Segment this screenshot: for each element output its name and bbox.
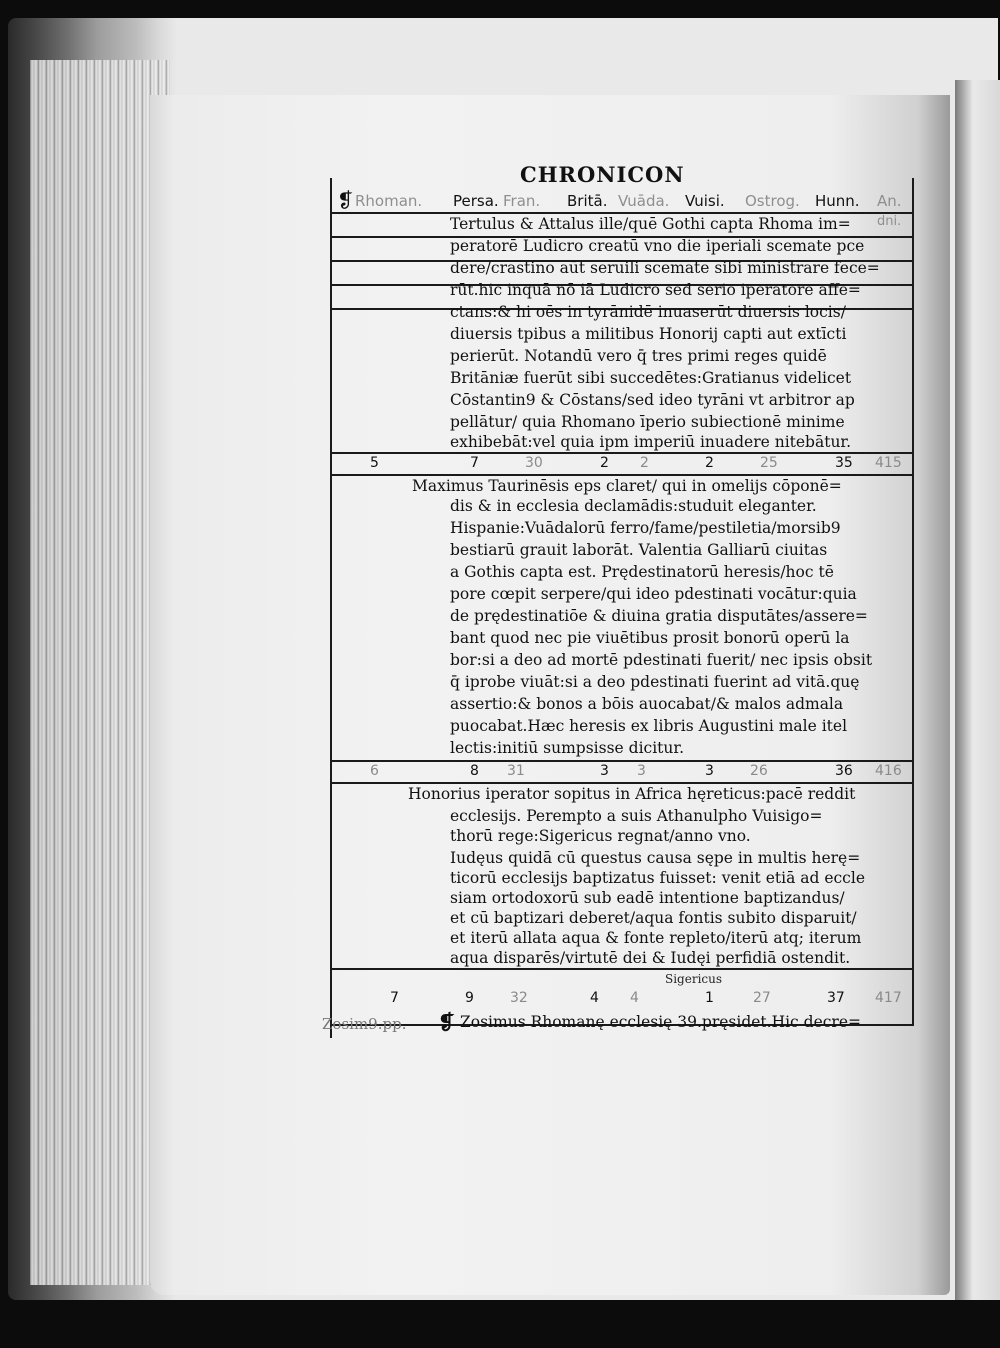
num-ostrog: 26 [750, 763, 768, 779]
text-line: Honorius iperator sopitus in Africa hęreticus:pacē reddit [408, 785, 856, 803]
text-line: Britāniæ fuerūt sibi succedētes:Gratianus videlicet [450, 369, 852, 387]
num-ostrog: 27 [753, 990, 771, 1006]
num-year: 416 [875, 763, 902, 779]
text-line: dere/crastino aūt seruili scemate sibi ministrare fece= [450, 259, 880, 277]
num-brita: 3 [600, 763, 609, 779]
text-line: exhibebāt:vel quia ipm imperiū inuadere nitebātur. [450, 433, 852, 451]
header-ostrog: Ostrog. [745, 192, 800, 210]
text-line: bestiarū grauit laborāt. Valentia Galliarū ciuitas [450, 541, 828, 559]
num-brita: 2 [600, 455, 609, 471]
num-rhoman: 5 [370, 455, 379, 471]
margin-label-sigericus: Sigericus [665, 972, 723, 986]
text-line: perierūt. Notandū vero q̄ tres primi reges quidē [450, 347, 827, 365]
right-frame-rule [912, 178, 914, 1026]
year-number-row [335, 990, 915, 1010]
text-line: a Gothis capta est. Prędestinatorū heresis/hoc tē [450, 563, 834, 581]
header-dni: dni. [877, 214, 902, 229]
text-line: pore cœpit serpere/qui ideo pdestinati vocātur:quia [450, 585, 857, 603]
text-line: bor:si a deo ad mortē pdestinati fuerit/ nec ipsis obsit [450, 651, 873, 669]
num-fran: 30 [525, 455, 543, 471]
num-vuisi: 1 [705, 990, 714, 1006]
text-line: diuersis tpibus a militibus Honorij capti aut extīcti [450, 325, 847, 343]
paragraph-mark-icon: ❡ [337, 188, 354, 212]
rule-block-3 [332, 968, 914, 970]
margin-note-zosimus: Zosim9.pp. [322, 1015, 407, 1033]
num-year: 417 [875, 990, 902, 1006]
num-persa: 9 [465, 990, 474, 1006]
text-line: de prędestinatiōe & diuina gratia disputātes/assere= [450, 607, 868, 625]
num-brita: 4 [590, 990, 599, 1006]
text-line: pellātur/ quia Rhomano īperio subiectionē minime [450, 413, 845, 431]
num-rhoman: 6 [370, 763, 379, 779]
text-line: Cōstantin9 & Cōstans/sed ideo tyrāni vt arbitror ap [450, 391, 855, 409]
text-line: q̄ iprobe viuāt:si a deo pdestinati fuerint ad vitā.quę [450, 673, 860, 691]
text-line: siam ortodoxorū sub eadē intentione baptizandus/ [450, 889, 845, 907]
num-fran: 31 [507, 763, 525, 779]
text-line: ctans:& hi oēs in tyrānidē inuaserūt diuersis locis/ [450, 303, 846, 321]
text-line: thorū rege:Sigericus regnat/anno vno. [450, 827, 751, 845]
header-vuada: Vuāda. [618, 192, 670, 210]
text-line: lectis:initiū sumpsisse dicitur. [450, 739, 685, 757]
rule-block-2 [332, 760, 914, 762]
text-line: ticorū ecclesijs baptizatus fuisset: venit etiā ad eccle [450, 869, 865, 887]
num-year: 415 [875, 455, 902, 471]
num-ostrog: 25 [760, 455, 778, 471]
page-edges [30, 60, 170, 1285]
text-line: Hispanie:Vuādalorū ferro/fame/pestiletia/morsib9 [450, 519, 841, 537]
num-vuada: 4 [630, 990, 639, 1006]
text-line: Iudęus quidā cū questus causa sępe in multis herę= [450, 849, 861, 867]
header-vuisi: Vuisi. [685, 192, 725, 210]
page-title: CHRONICON [520, 162, 685, 187]
num-hunn: 35 [835, 455, 853, 471]
text-line: aqua disparēs/virtutē dei & Iudęi perfidiā ostendit. [450, 949, 851, 967]
header-an: An. [877, 192, 902, 210]
text-line: dis & in ecclesia declamādis:studuit eleganter. [450, 497, 817, 515]
header-brita: Britā. [567, 192, 608, 210]
rule-block-1 [332, 452, 914, 454]
text-line: rūt.hic inquā nō iā Ludicro sed serio iperatore affe= [450, 281, 861, 299]
text-line: Maximus Taurinēsis eps claret/ qui in omelijs cōponē= [412, 477, 842, 495]
num-persa: 8 [470, 763, 479, 779]
header-fran: Fran. [503, 192, 541, 210]
header-persa: Persa. [453, 192, 499, 210]
text-line: peratorē Ludicro creatū vno die iperiali scemate pce [450, 237, 865, 255]
num-vuada: 2 [640, 455, 649, 471]
text-line: puocabat.Hæc heresis ex libris Augustini male itel [450, 717, 848, 735]
num-vuisi: 3 [705, 763, 714, 779]
header-rhoman: Rhoman. [355, 192, 423, 210]
year-number-row [335, 763, 915, 783]
num-hunn: 37 [827, 990, 845, 1006]
year-number-row [335, 455, 915, 475]
num-rhoman: 7 [390, 990, 399, 1006]
left-frame-rule [330, 178, 332, 1038]
header-hunn: Hunn. [815, 192, 860, 210]
text-line: et iterū allata aqua & fonte repleto/iterū atq; iterum [450, 929, 862, 947]
text-line: ecclesijs. Perempto a suis Athanulpho Vuisigo= [450, 807, 823, 825]
num-vuisi: 2 [705, 455, 714, 471]
num-persa: 7 [470, 455, 479, 471]
text-line: bant quod nec pie viuētibus prosit bonorū operū la [450, 629, 850, 647]
text-line: Tertulus & Attalus ille/quē Gothi capta Rhoma im= [450, 215, 851, 233]
num-hunn: 36 [835, 763, 853, 779]
text-line: et cū baptizari deberet/aqua fontis subito disparuit/ [450, 909, 857, 927]
text-line: assertio:& bonos a bōis auocabat/& malos admala [450, 695, 844, 713]
paragraph-mark-icon: ❡ [438, 1010, 455, 1034]
facing-page [955, 80, 1000, 1300]
num-fran: 32 [510, 990, 528, 1006]
text-line: Zosimus Rhomanę ecclesię 39.pręsidet.Hic decre= [460, 1013, 862, 1031]
num-vuada: 3 [637, 763, 646, 779]
